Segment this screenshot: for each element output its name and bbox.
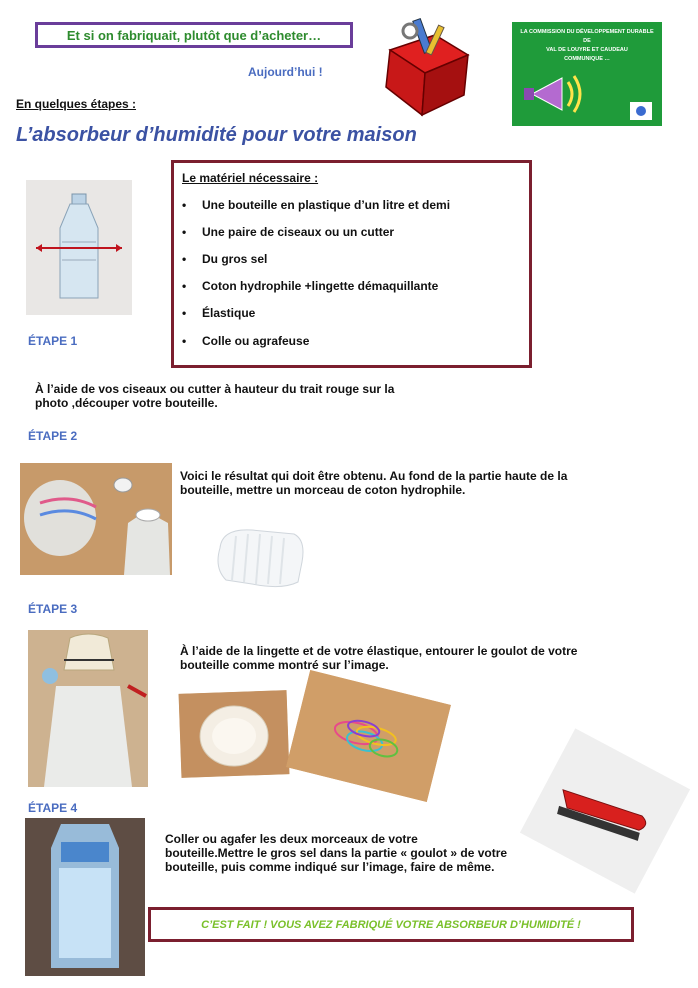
final-bottle-icon: [25, 818, 145, 976]
step-text-line: photo ,découper votre bouteille.: [35, 396, 218, 410]
material-label: Colle ou agrafeuse: [202, 333, 310, 348]
step-1-text: [35, 382, 394, 410]
bottle-icon: [26, 180, 132, 315]
step-2-text: [180, 469, 567, 497]
bottle-photo: [26, 180, 132, 315]
bullet: •: [182, 251, 187, 266]
step-3-text: [180, 644, 577, 672]
final-message-box: [148, 907, 634, 942]
list-item: [182, 245, 521, 272]
bullet: •: [182, 197, 187, 212]
step-text-line: Coller ou agafer les deux morceaux de votre: [165, 832, 418, 846]
materials-box: [171, 160, 532, 368]
materials-list: [182, 191, 521, 354]
material-label: Coton hydrophile +lingette démaquillante: [202, 279, 439, 294]
bullet: •: [182, 333, 187, 348]
commission-line: COMMUNIQUE …: [564, 56, 610, 62]
bullet: •: [182, 306, 187, 321]
cotton-icon: [212, 518, 308, 596]
step-text-line: bouteille, puis comme indiqué sur l’image, faire de même.: [165, 860, 495, 874]
step-text-line: bouteille, mettre un morceau de coton hydrophile.: [180, 483, 466, 497]
list-item: [182, 327, 521, 354]
step-text-line: bouteille comme montré sur l’image.: [180, 658, 389, 672]
covered-bottle-icon: [28, 630, 148, 787]
wipe-icon: [179, 690, 290, 778]
megaphone-icon: [512, 64, 662, 124]
step-text-line: Voici le résultat qui doit être obtenu. Au fond de la partie haute de la: [180, 469, 568, 483]
today-text: Aujourd’hui !: [248, 65, 323, 79]
final-message: C’EST FAIT ! VOUS AVEZ FABRIQUÉ VOTRE ABSORBEUR D’HUMIDITÉ !: [201, 918, 581, 931]
step-2-label: ÉTAPE 2: [28, 429, 78, 443]
cut-bottle-icon: [20, 463, 172, 575]
elastics-icon: [286, 670, 451, 802]
step-text-line: bouteille.Mettre le gros sel dans la partie « goulot » de votre: [165, 846, 508, 860]
covered-bottle-photo: [28, 630, 148, 787]
commission-line: DE: [583, 38, 591, 44]
list-item: [182, 273, 521, 300]
stapler-icon: [520, 728, 690, 893]
cut-bottle-photo: [20, 463, 172, 575]
materials-title: Le matériel nécessaire :: [182, 171, 319, 185]
material-label: Une bouteille en plastique d’un litre et demi: [202, 197, 451, 212]
step-text-line: À l’aide de vos ciseaux ou cutter à hauteur du trait rouge sur la: [35, 382, 395, 396]
commission-logo: [512, 22, 662, 126]
elastics-photo: [286, 670, 451, 802]
bullet: •: [182, 224, 187, 239]
step-4-text: [165, 832, 507, 874]
commission-line: VAL DE LOUYRE ET CAUDEAU: [546, 47, 628, 53]
stapler-photo: [520, 728, 690, 893]
page-title: L’absorbeur d’humidité pour votre maison: [16, 124, 417, 146]
material-label: Élastique: [202, 306, 256, 321]
list-item: [182, 300, 521, 327]
step-3-label: ÉTAPE 3: [28, 602, 78, 616]
commission-line: LA COMMISSION DU DÉVELOPPEMENT DURABLE: [520, 29, 654, 35]
tagline-text: Et si on fabriquait, plutôt que d’acheter…: [66, 27, 322, 43]
step-1-label: ÉTAPE 1: [28, 334, 78, 348]
list-item: [182, 191, 521, 218]
steps-heading: En quelques étapes :: [16, 97, 137, 111]
tagline-box: [35, 22, 353, 48]
toolbox-icon: [380, 15, 472, 117]
bullet: •: [182, 279, 187, 294]
step-4-label: ÉTAPE 4: [28, 801, 78, 815]
wipe-photo: [179, 690, 290, 778]
final-bottle-photo: [25, 818, 145, 976]
material-label: Une paire de ciseaux ou un cutter: [202, 224, 395, 239]
material-label: Du gros sel: [202, 251, 268, 266]
step-text-line: À l’aide de la lingette et de votre élastique, entourer le goulot de votre: [180, 644, 578, 658]
list-item: [182, 218, 521, 245]
